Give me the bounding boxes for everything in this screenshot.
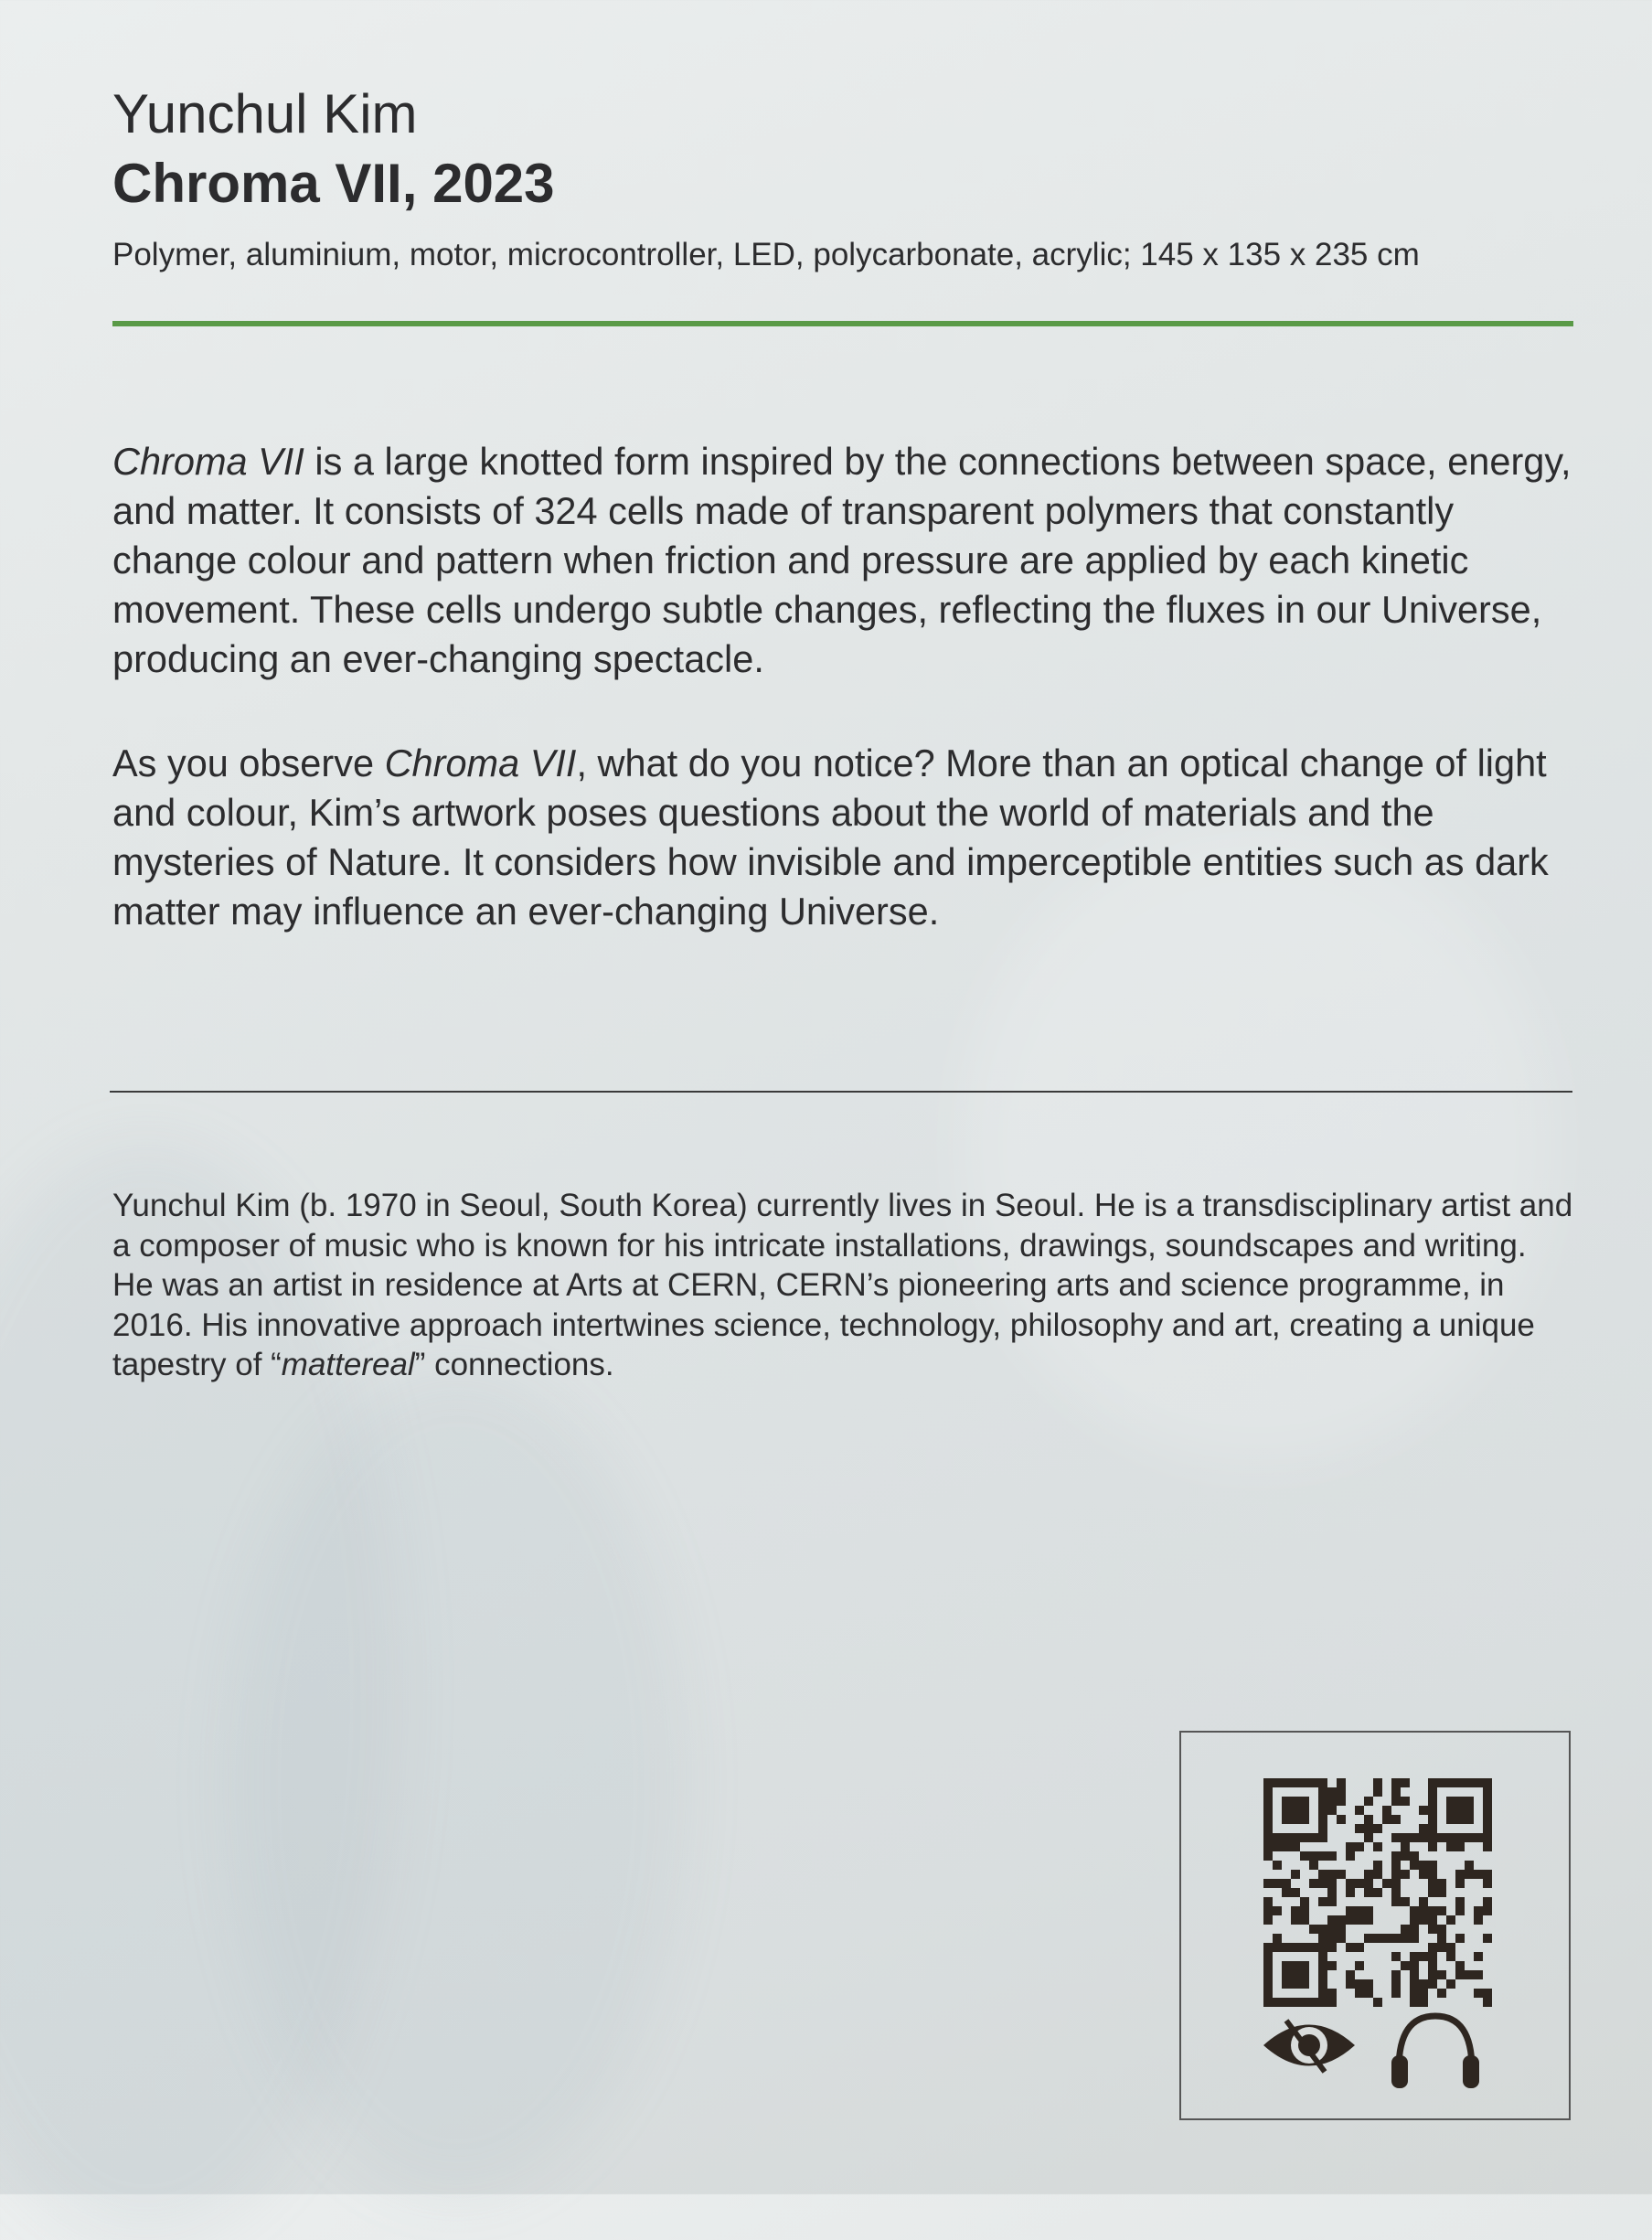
bio-italic: mattereal <box>281 1347 415 1382</box>
qr-code-panel <box>1179 1731 1571 2120</box>
description-paragraph-1 <box>112 437 1575 684</box>
artist-biography <box>112 1186 1575 1385</box>
divider-green <box>112 321 1573 326</box>
bio-text: ” connections. <box>414 1347 614 1382</box>
italic-title: Chroma VII <box>384 741 577 784</box>
eye-icon <box>1259 2013 1359 2077</box>
description-paragraph-2 <box>112 739 1575 936</box>
artwork-medium: Polymer, aluminium, motor, microcontroller, LED, polycarbonate, acrylic; 145 x 135 x 235 cm <box>112 237 1420 272</box>
paragraph-text: is a large knotted form inspired by the connections between space, energy, and matter. It consists of 324 cells made of transparent polymers that constantly change colour and pattern when friction and pressure are applied by each kinetic movement. These cells undergo subtle changes, reflecting the fluxes in our Universe, producing an ever-changing spectacle. <box>112 440 1572 680</box>
qr-code-icon[interactable] <box>1254 1774 1501 2011</box>
italic-title: Chroma VII <box>112 440 304 483</box>
artist-name: Yunchul Kim <box>112 83 418 144</box>
artwork-title: Chroma VII, 2023 <box>112 153 555 214</box>
background-shadow <box>229 1371 686 2194</box>
bio-text: Yunchul Kim (b. 1970 in Seoul, South Korea) currently lives in Seoul. He is a transdisciplinary artist and a composer of music who is known for his intricate installations, drawings, soundscapes and writing. He was an artist in residence at Arts at CERN, CERN’s pioneering arts and science programme, in 2016. His innovative approach intertwines science, technology, philosophy and art, creating a unique tapestry of “ <box>112 1188 1573 1382</box>
headphones-icon <box>1380 2005 1490 2092</box>
divider-thin <box>110 1091 1572 1093</box>
paragraph-text: As you observe <box>112 741 385 784</box>
paragraph-text: , what do you notice? More than an optical change of light and colour, Kim’s artwork poses questions about the world of materials and the mysteries of Nature. It considers how invisible and imperceptible entities such as dark matter may influence an ever-changing Universe. <box>112 741 1549 933</box>
